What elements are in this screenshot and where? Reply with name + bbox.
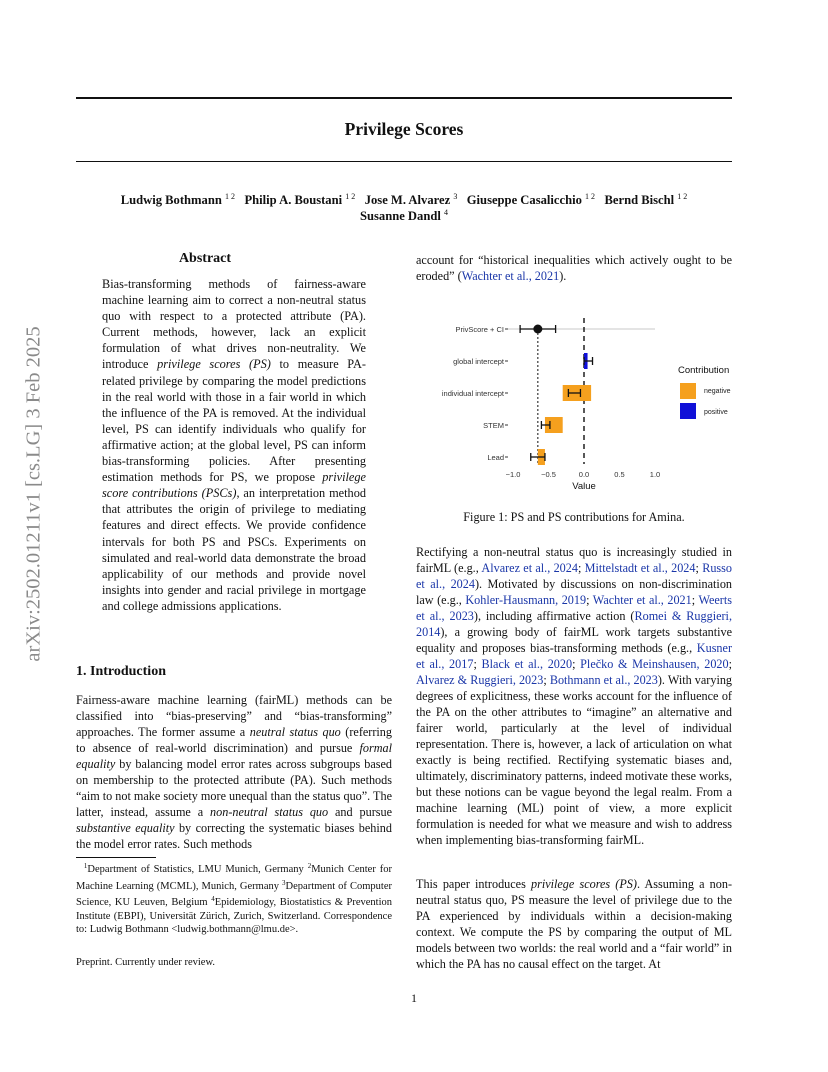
x-tick-label: 1.0	[649, 470, 661, 479]
right-paragraph-2	[416, 876, 732, 972]
abstract-text: to measure PA-related privilege by comparing the model predictions in the real world with those in a fair world in which the influence of the PA is removed. At the individual level, PS can identify individuals who qualify for affirmative action; at the global level, PS can inform bias-transforming policies. After presenting estimation methods for PS, we propose	[102, 357, 366, 485]
footnote-text: Epidemiology, Biostatistics & Prevention Institute (EBPI), Universität Zürich, Zurich, Switzerland. Correspondence to: Ludwig Bothmann <ludwig.bothmann@lmu.de>.	[76, 897, 392, 935]
intro-text: Fairness-aware machine learning (fairML) methods can be classified into “bias-preserving” and “bias-transforming” approaches. The former assume a	[76, 693, 392, 739]
title-bottom-rule	[76, 161, 732, 162]
citation-link[interactable]: Russo et al., 2024	[416, 561, 732, 591]
x-axis-label: Value	[572, 481, 596, 492]
citation-link[interactable]: Weerts et al., 2023	[416, 593, 732, 623]
right-paragraph-0	[416, 252, 732, 284]
body-text: ;	[728, 657, 732, 671]
abstract-heading: Abstract	[178, 251, 232, 266]
body-text: ;	[473, 657, 482, 671]
legend-title: Contribution	[678, 365, 730, 376]
abstract-emphasis: privilege scores (PS)	[157, 357, 271, 372]
paper-title: Privilege Scores	[344, 119, 464, 139]
body-text: ;	[572, 657, 581, 671]
preprint-note: Preprint. Currently under review.	[76, 957, 215, 968]
title-top-rule	[76, 97, 732, 99]
x-tick-label: −1.0	[505, 470, 521, 479]
citation-link[interactable]: Plečko & Meinshausen, 2020	[580, 657, 729, 671]
intro-emphasis: neutral status quo	[249, 725, 341, 739]
body-text: ), including affirmative action (	[473, 609, 635, 623]
footnote-text: Munich Center for Machine Learning (MCML), Munich, Germany	[76, 864, 393, 892]
body-text: Rectifying a non-neutral status quo is increasingly studied in fairML (e.g.,	[416, 545, 732, 575]
intro-text: by balancing model error rates across subgroups based on membership to the protected attribute (PA). Such methods “aim to not make society more unequal than the status quo”. The latter, instead, assume a	[76, 757, 392, 819]
intro-emphasis: formal equality	[76, 741, 392, 771]
body-text: ). Motivated by discussions on non-discrimination law (e.g.,	[416, 577, 733, 607]
affiliations-footnote: $^1$Department of Statistics, LMU Munich, Germany $^2$Munich Center for Machine Learning (MCML), Munich, Germany $^3$Department of Computer Science, KU Leuven, Belgium $^4$Epidemiology, Biostatistics & Prevention Institute (EBPI), Universität Zürich, Zurich, Switzerland. Correspondence to: Ludwig Bothmann <ludwig.bothmann@lmu.de>.	[76, 862, 393, 935]
intro-emphasis: non-neutral status quo	[210, 805, 329, 819]
y-tick-label: Lead	[487, 453, 504, 462]
body-text: ;	[586, 593, 593, 607]
chart-x-labels	[506, 470, 661, 479]
legend-label-negative: negative	[704, 388, 731, 395]
citation-link[interactable]: Wachter et al., 2021	[461, 269, 560, 283]
body-text: ;	[691, 593, 699, 607]
chart-y-labels	[442, 325, 508, 462]
citation-link[interactable]: Kohler-Hausmann, 2019	[465, 593, 587, 607]
citation-link[interactable]: Kusner et al., 2017	[416, 641, 732, 671]
intro-text: (referring to absence of real-world discrimination) and pursue	[76, 725, 392, 755]
intro-text: by correcting the systematic biases behind the model error rates. Such methods	[76, 821, 392, 851]
author-name: Bernd Bischl	[604, 193, 675, 207]
x-tick-label: −0.5	[541, 470, 556, 479]
y-tick-label: global intercept	[453, 357, 504, 366]
intro-emphasis: substantive equality	[76, 821, 175, 835]
abstract-emphasis: privilege score contributions (PSCs)	[102, 470, 366, 501]
y-tick-label: STEM	[483, 421, 504, 430]
figure-caption: Figure 1: PS and PS contributions for Amina.	[463, 510, 685, 524]
author-affiliation: 1 2	[345, 192, 356, 201]
body-text: ;	[695, 561, 703, 575]
legend-swatch-negative	[680, 383, 696, 399]
body-text: ;	[577, 561, 585, 575]
footnote-text: Department of Computer Science, KU Leuven, Belgium	[76, 880, 392, 908]
legend-swatch-positive	[680, 403, 696, 419]
footnote-text: Department of Statistics, LMU Munich, Germany	[87, 864, 308, 875]
body-text: ), a growing body of fairML work targets substantive equality and proposes bias-transforming methods (e.g.,	[416, 625, 732, 655]
abstract-body	[102, 276, 366, 614]
abstract-text: Bias-transforming methods of fairness-aware machine learning aim to correct a non-neutral status quo with respect to a protected attribute (PA). Current methods, however, lack an explicit formulation of what drives non-neutrality. We introduce	[102, 277, 366, 372]
abstract-text: , an interpretation method that attributes the origin of privilege to mediating features and direct effects. We provide confidence intervals for both PS and PSCs. Experiments on simulated and real-world data demonstrate the broad applicability of our methods and provide novel insights into gender and racial privilege in mortgage and college admissions applications.	[102, 486, 366, 613]
author-affiliation: 1 2	[225, 192, 235, 201]
author-name: Susanne Dandl	[359, 209, 441, 223]
chart-bars	[538, 353, 591, 465]
page-number: 1	[411, 991, 417, 1005]
body-text: ).	[559, 269, 567, 283]
author-name: Jose M. Alvarez	[364, 193, 451, 207]
body-text: ;	[543, 673, 550, 687]
body-text: ). With varying degrees of explicitness, these works account for the influence of the PA on the other attributes to “imagine” an alternative and fairer world, particularly at the level of individual representation. There is, however, a lack of articulation on what exactly is being rectified. Rectifying systematic biases and, ultimately, discriminatory patterns, indeed motivate these works, but these notions can be vague beyond the legal realm. From a machine learning (ML) point of view, a more explicit formulation is needed for what we measure and wish to address when implementing bias-transforming fairML.	[416, 673, 733, 847]
body-text: This paper introduces	[416, 877, 531, 891]
citation-link[interactable]: Alvarez et al., 2024	[481, 561, 578, 575]
author-affiliation: 4	[444, 208, 448, 217]
body-text: . Assuming a non-neutral status quo, PS measure the level of privilege due to the PA experienced by individuals within a decision-making context. We compute the PS by comparing the output of ML models between two worlds: the real world and a “fair world” in which the PA has no causal effect on the target. At	[416, 877, 733, 971]
author-affiliation: 1 2	[585, 192, 596, 201]
y-tick-label: individual intercept	[441, 389, 504, 398]
y-tick-label: PrivScore + CI	[455, 325, 504, 334]
right-paragraph-1	[416, 544, 732, 848]
intro-paragraph	[76, 692, 392, 852]
arxiv-identifier: arXiv:2502.01211v1 [cs.LG] 3 Feb 2025	[22, 326, 45, 662]
citation-link[interactable]: Black et al., 2020	[481, 657, 573, 671]
author-affiliation: 1 2	[677, 192, 688, 201]
citation-link[interactable]: Alvarez & Ruggieri, 2023	[416, 673, 544, 687]
author-name: Philip A. Boustani	[244, 193, 343, 207]
intro-text: and pursue	[328, 805, 393, 819]
author-line-1	[76, 192, 732, 208]
legend-label-positive: positive	[704, 409, 728, 416]
author-name: Ludwig Bothmann	[120, 193, 222, 207]
body-text: account for “historical inequalities which actively ought to be eroded” (	[416, 253, 732, 283]
arxiv-sidebar	[20, 292, 48, 696]
privilege-score-point	[533, 325, 542, 334]
privilege-score-chart	[416, 312, 732, 497]
x-tick-label: 0.5	[614, 470, 625, 479]
citation-link[interactable]: Bothmann et al., 2023	[549, 673, 658, 687]
section-heading-introduction: 1. Introduction	[76, 664, 166, 679]
citation-link[interactable]: Wachter et al., 2021	[592, 593, 692, 607]
author-name: Giuseppe Casalicchio	[466, 193, 582, 207]
citation-link[interactable]: Mittelstadt et al., 2024	[584, 561, 696, 575]
x-tick-label: 0.0	[578, 470, 590, 479]
footnote-rule	[76, 857, 156, 858]
citation-link[interactable]: Romei & Ruggieri, 2014	[416, 609, 732, 639]
author-affiliation: 3	[453, 192, 458, 201]
body-emphasis: privilege scores (PS)	[530, 877, 637, 891]
author-line-2	[76, 208, 732, 224]
